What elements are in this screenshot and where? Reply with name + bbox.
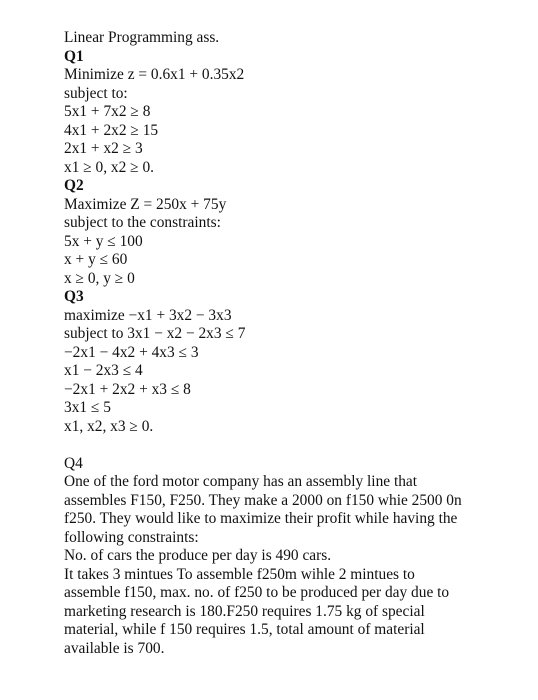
q3-objective: maximize −x1 + 3x2 − 3x3	[64, 306, 232, 324]
q3-constraint-1: subject to 3x1 − x2 − 2x3 ≤ 7	[64, 325, 246, 342]
q2-heading: Q2	[64, 177, 84, 194]
q4-text-line-1: One of the ford motor company has an assembly line that	[64, 473, 418, 490]
q4-text-line-6: It takes 3 mintues To assemble f250m wihle 2 mintues to	[64, 565, 415, 583]
q4-text-line-2: assembles F150, F250. They make a 2000 on f150 whie 2500 0n	[64, 491, 462, 509]
q4-heading: Q4	[64, 454, 83, 472]
document-page	[64, 29, 524, 658]
q4-text-line-3: f250. They would like to maximize their profit while having the	[64, 510, 458, 527]
q1-subject-to: subject to:	[64, 84, 128, 102]
q2-subject-to: subject to the constraints:	[64, 214, 221, 231]
q3-heading: Q3	[64, 288, 84, 305]
q2-constraint-2: x + y ≤ 60	[64, 251, 128, 268]
q1-nonnegativity: x1 ≥ 0, x2 ≥ 0.	[64, 158, 154, 176]
q4-text-line-5: No. of cars the produce per day is 490 cars.	[64, 547, 332, 564]
q1-constraint-1: 5x1 + 7x2 ≥ 8	[64, 103, 151, 120]
q1-heading: Q1	[64, 47, 84, 65]
q4-text-line-7: assemble f150, max. no. of f250 to be produced per day due to	[64, 584, 450, 601]
q2-constraint-1: 5x + y ≤ 100	[64, 232, 143, 250]
q2-objective: Maximize Z = 250x + 75y	[64, 195, 227, 213]
q4-text-line-8: marketing research is 180.F250 requires 1.75 kg of special	[64, 602, 425, 620]
q4-text-line-10: available is 700.	[64, 639, 165, 657]
document-title: Linear Programming ass.	[64, 29, 220, 46]
section-spacer	[64, 436, 524, 455]
q1-objective: Minimize z = 0.6x1 + 0.35x2	[64, 66, 245, 83]
q3-constraint-3: x1 − 2x3 ≤ 4	[64, 362, 143, 379]
q3-nonnegativity: x1, x2, x3 ≥ 0.	[64, 417, 154, 435]
q3-constraint-2: −2x1 − 4x2 + 4x3 ≤ 3	[64, 343, 199, 361]
q1-constraint-3: 2x1 + x2 ≥ 3	[64, 140, 143, 157]
q4-text-line-4: following constraints:	[64, 528, 199, 546]
q1-constraint-2: 4x1 + 2x2 ≥ 15	[64, 121, 159, 139]
q3-constraint-4: −2x1 + 2x2 + x3 ≤ 8	[64, 380, 191, 398]
q4-text-line-9: material, while f 150 requires 1.5, total amount of material	[64, 621, 425, 638]
q2-nonnegativity: x ≥ 0, y ≥ 0	[64, 269, 135, 287]
q3-constraint-5: 3x1 ≤ 5	[64, 399, 111, 416]
